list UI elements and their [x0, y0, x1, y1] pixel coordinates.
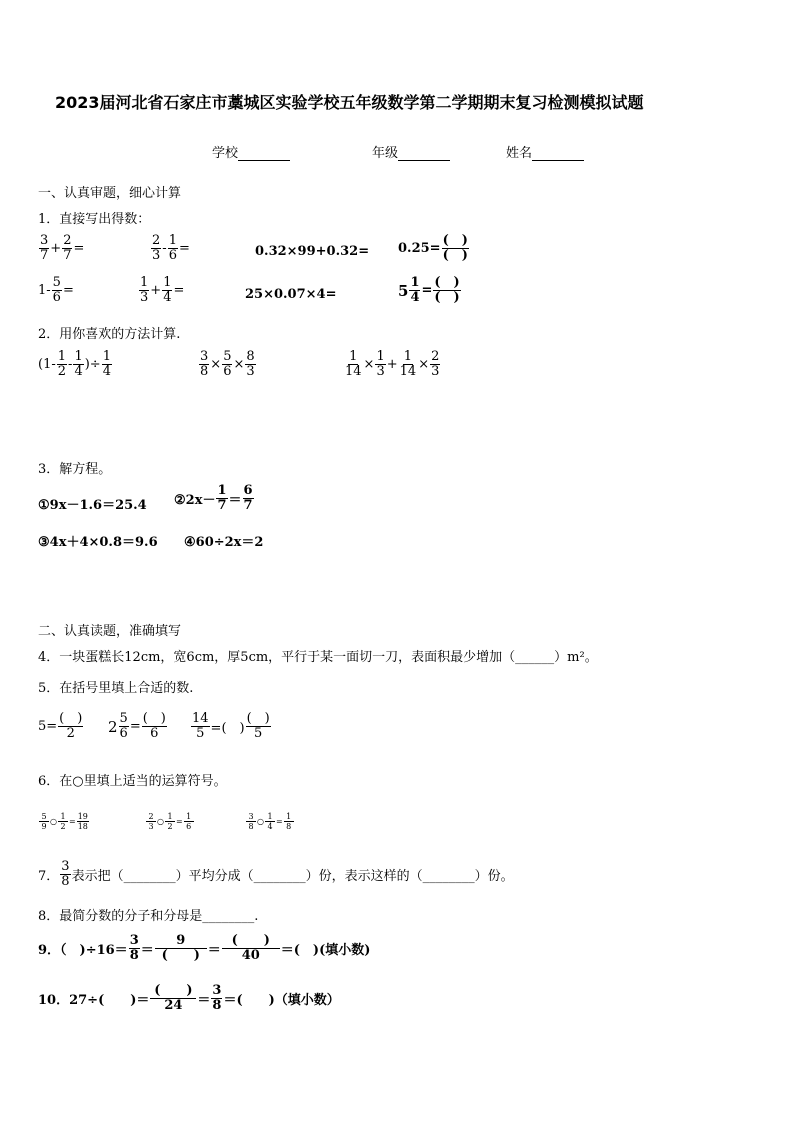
- q1-item-b2: $\frac{1}{3}$ + $\frac{1}{4}$ =: [140, 275, 185, 305]
- question-7: 7． $\frac{3}{8}$ 表示把（________）平均分成（________）份，表示这样的（________）份。: [38, 859, 514, 889]
- question-2-label: 2．用你喜欢的方法计算.: [38, 327, 181, 342]
- section-2-heading: 二、认真读题，准确填写: [38, 624, 182, 639]
- q3-equation-4: ④60÷2x＝2: [184, 535, 264, 550]
- q2-expr-1: (1- $\frac{1}{2}$ - $\frac{1}{4}$ )÷ $\frac{1}{4}$: [38, 349, 111, 379]
- q6-item-3: $\frac{3}{8}$ ○ $\frac{1}{4}$ = $\frac{1}{8}$: [245, 812, 295, 831]
- q3-equation-1: ①9x－1.6＝25.4: [38, 498, 147, 513]
- q3-equation-3: ③4x＋4×0.8＝9.6: [38, 535, 158, 550]
- q5-item-2: 2 $\frac{5}{6}$ = $\frac{( )}{6}$: [108, 711, 166, 741]
- question-9: 9．（ )÷16＝ $\frac{3}{8}$ ＝ $\frac{9}{( )}$ ＝ $\frac{( )}{40}$ ＝( )(填小数): [38, 933, 371, 963]
- q1-item-a1: $\frac{3}{7}$ + $\frac{2}{7}$ =: [40, 233, 85, 263]
- q5-item-1: 5= $\frac{( )}{2}$: [38, 711, 83, 741]
- page-title: 2023届河北省石家庄市藁城区实验学校五年级数学第二学期期末复习检测模拟试题: [55, 93, 644, 112]
- q1-item-b1: 1- $\frac{5}{6}$ =: [38, 275, 74, 305]
- question-3-label: 3．解方程。: [38, 462, 112, 477]
- grade-field: [372, 142, 450, 161]
- q6-item-1: $\frac{5}{9}$ ○ $\frac{1}{2}$ = $\frac{19}{18}$: [38, 812, 90, 831]
- question-4: 4．一块蛋糕长12cm，宽6cm，厚5cm，平行于某一面切一刀，表面积最少增加（______）m²。: [38, 650, 598, 665]
- q2-expr-2: $\frac{3}{8}$ × $\frac{5}{6}$ × $\frac{8}{3}$: [200, 349, 255, 379]
- school-field: [212, 142, 290, 161]
- q1-item-b3: 25×0.07×4=: [245, 287, 337, 302]
- q1-item-a2: $\frac{2}{3}$ - $\frac{1}{6}$ =: [152, 233, 190, 263]
- question-1-label: 1．直接写出得数：: [38, 212, 151, 227]
- school-label: 学校: [212, 146, 239, 161]
- q5-item-3: $\frac{14}{5}$ =( ) $\frac{( )}{5}$: [192, 711, 270, 741]
- q6-item-2: $\frac{2}{3}$ ○ $\frac{1}{2}$ = $\frac{1}{6}$: [145, 812, 195, 831]
- q3-equation-2: ②2x－ $\frac{1}{7}$ ＝ $\frac{6}{7}$: [174, 483, 253, 513]
- q1-item-a3: 0.32×99+0.32=: [255, 244, 370, 259]
- name-field: [506, 142, 584, 161]
- name-label: 姓名: [506, 146, 533, 161]
- question-10: 10．27÷( )＝ $\frac{( )}{24}$ ＝ $\frac{3}{8}$ ＝( )（填小数）: [38, 983, 340, 1013]
- grade-label: 年级: [372, 146, 399, 161]
- section-1-heading: 一、认真审题，细心计算: [38, 186, 182, 201]
- question-8: 8．最简分数的分子和分母是________.: [38, 909, 259, 924]
- q1-item-b4: 5 $\frac{1}{4}$ = $\frac{( )}{( )}$: [398, 275, 460, 305]
- question-6-label: 6．在○里填上适当的运算符号。: [38, 774, 227, 789]
- question-5-label: 5．在括号里填上合适的数.: [38, 681, 194, 696]
- q2-expr-3: $\frac{1}{14}$ × $\frac{1}{3}$ + $\frac{1}{14}$ × $\frac{2}{3}$: [345, 349, 440, 379]
- q1-item-a4: 0.25= $\frac{( )}{( )}$: [398, 233, 468, 263]
